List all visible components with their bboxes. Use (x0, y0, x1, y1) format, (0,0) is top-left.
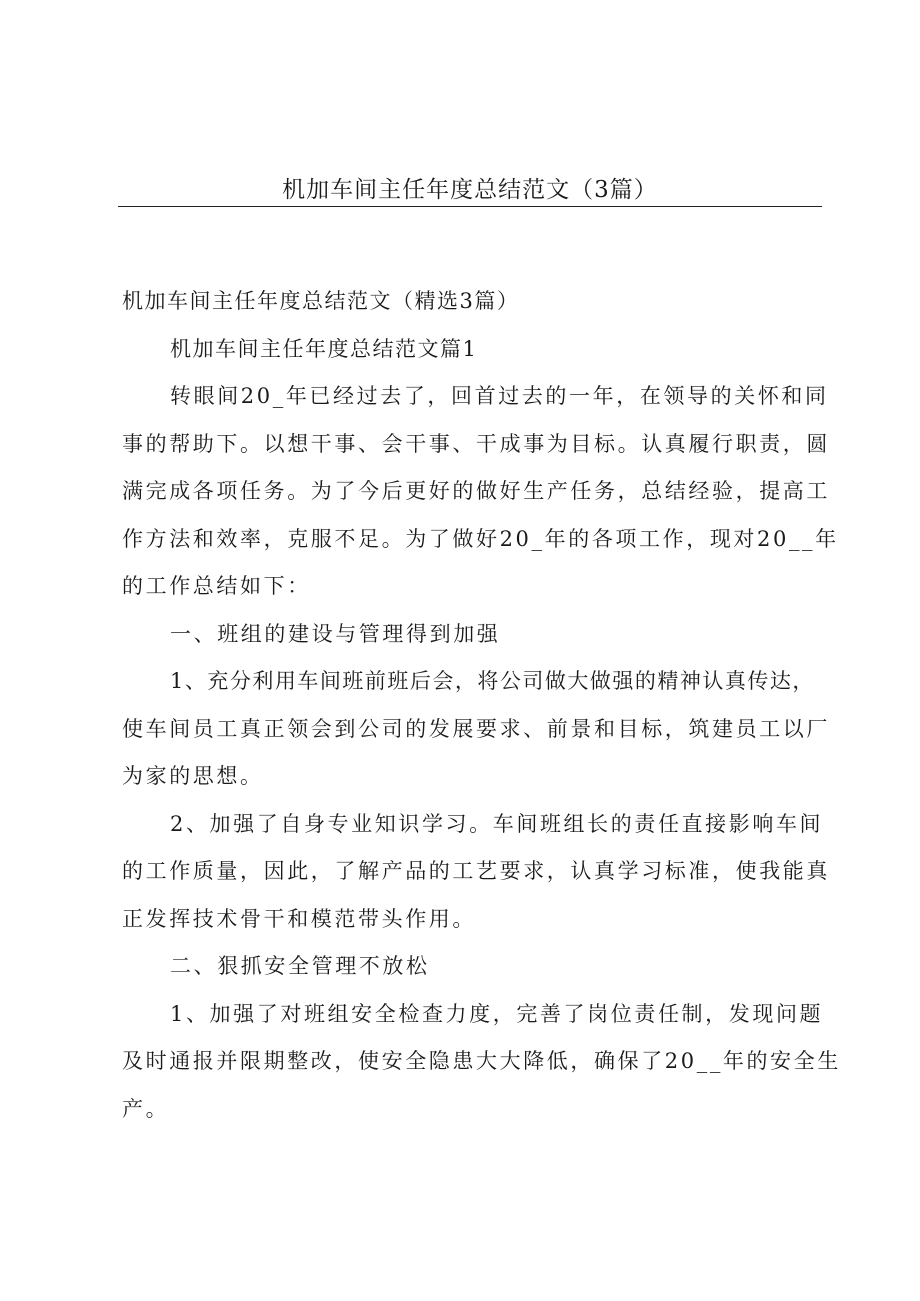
document-title: 机加车间主任年度总结范文（3篇） (282, 177, 658, 203)
paragraph-line: 满完成各项任务。为了今后更好的做好生产任务，总结经验，提高工 (122, 479, 830, 503)
paragraph-line: 及时通报并限期整改，使安全隐患大大降低，确保了20__年的安全生 (122, 1049, 841, 1073)
paragraph-line: 使车间员工真正领会到公司的发展要求、前景和目标，筑建员工以厂 (122, 716, 830, 741)
paragraph-line: 正发挥技术骨干和模范带头作用。 (122, 906, 476, 931)
paragraph-line: 为家的思想。 (122, 764, 264, 788)
paragraph-line: 的工作质量，因此，了解产品的工艺要求，认真学习标准，使我能真 (122, 859, 830, 883)
subsection-heading: 二、狠抓安全管理不放松 (170, 954, 430, 978)
paragraph-line: 事的帮助下。以想干事、会干事、干成事为目标。认真履行职责，圆 (122, 431, 830, 456)
subsection-heading: 一、班组的建设与管理得到加强 (170, 621, 501, 646)
paragraph-line: 的工作总结如下： (122, 574, 311, 598)
paragraph-line: 2、加强了自身专业知识学习。车间班组长的责任直接影响车间 (170, 811, 824, 836)
document-subtitle: 机加车间主任年度总结范文（精选3篇） (122, 289, 520, 313)
paragraph-line: 1、充分利用车间班前班后会，将公司做大做强的精神认真传达， (170, 669, 815, 693)
paragraph-line: 转眼间20_年已经过去了，回首过去的一年，在领导的关怀和同 (170, 384, 829, 408)
title-underline (118, 206, 822, 207)
paragraph-line: 作方法和效率，克服不足。为了做好20_年的各项工作，现对20__年 (122, 526, 839, 551)
section-heading: 机加车间主任年度总结范文篇1 (170, 336, 478, 361)
document-body (122, 278, 841, 1133)
paragraph-line: 1、加强了对班组安全检查力度，完善了岗位责任制，发现问题 (170, 1001, 824, 1026)
paragraph-line: 产。 (122, 1096, 170, 1121)
